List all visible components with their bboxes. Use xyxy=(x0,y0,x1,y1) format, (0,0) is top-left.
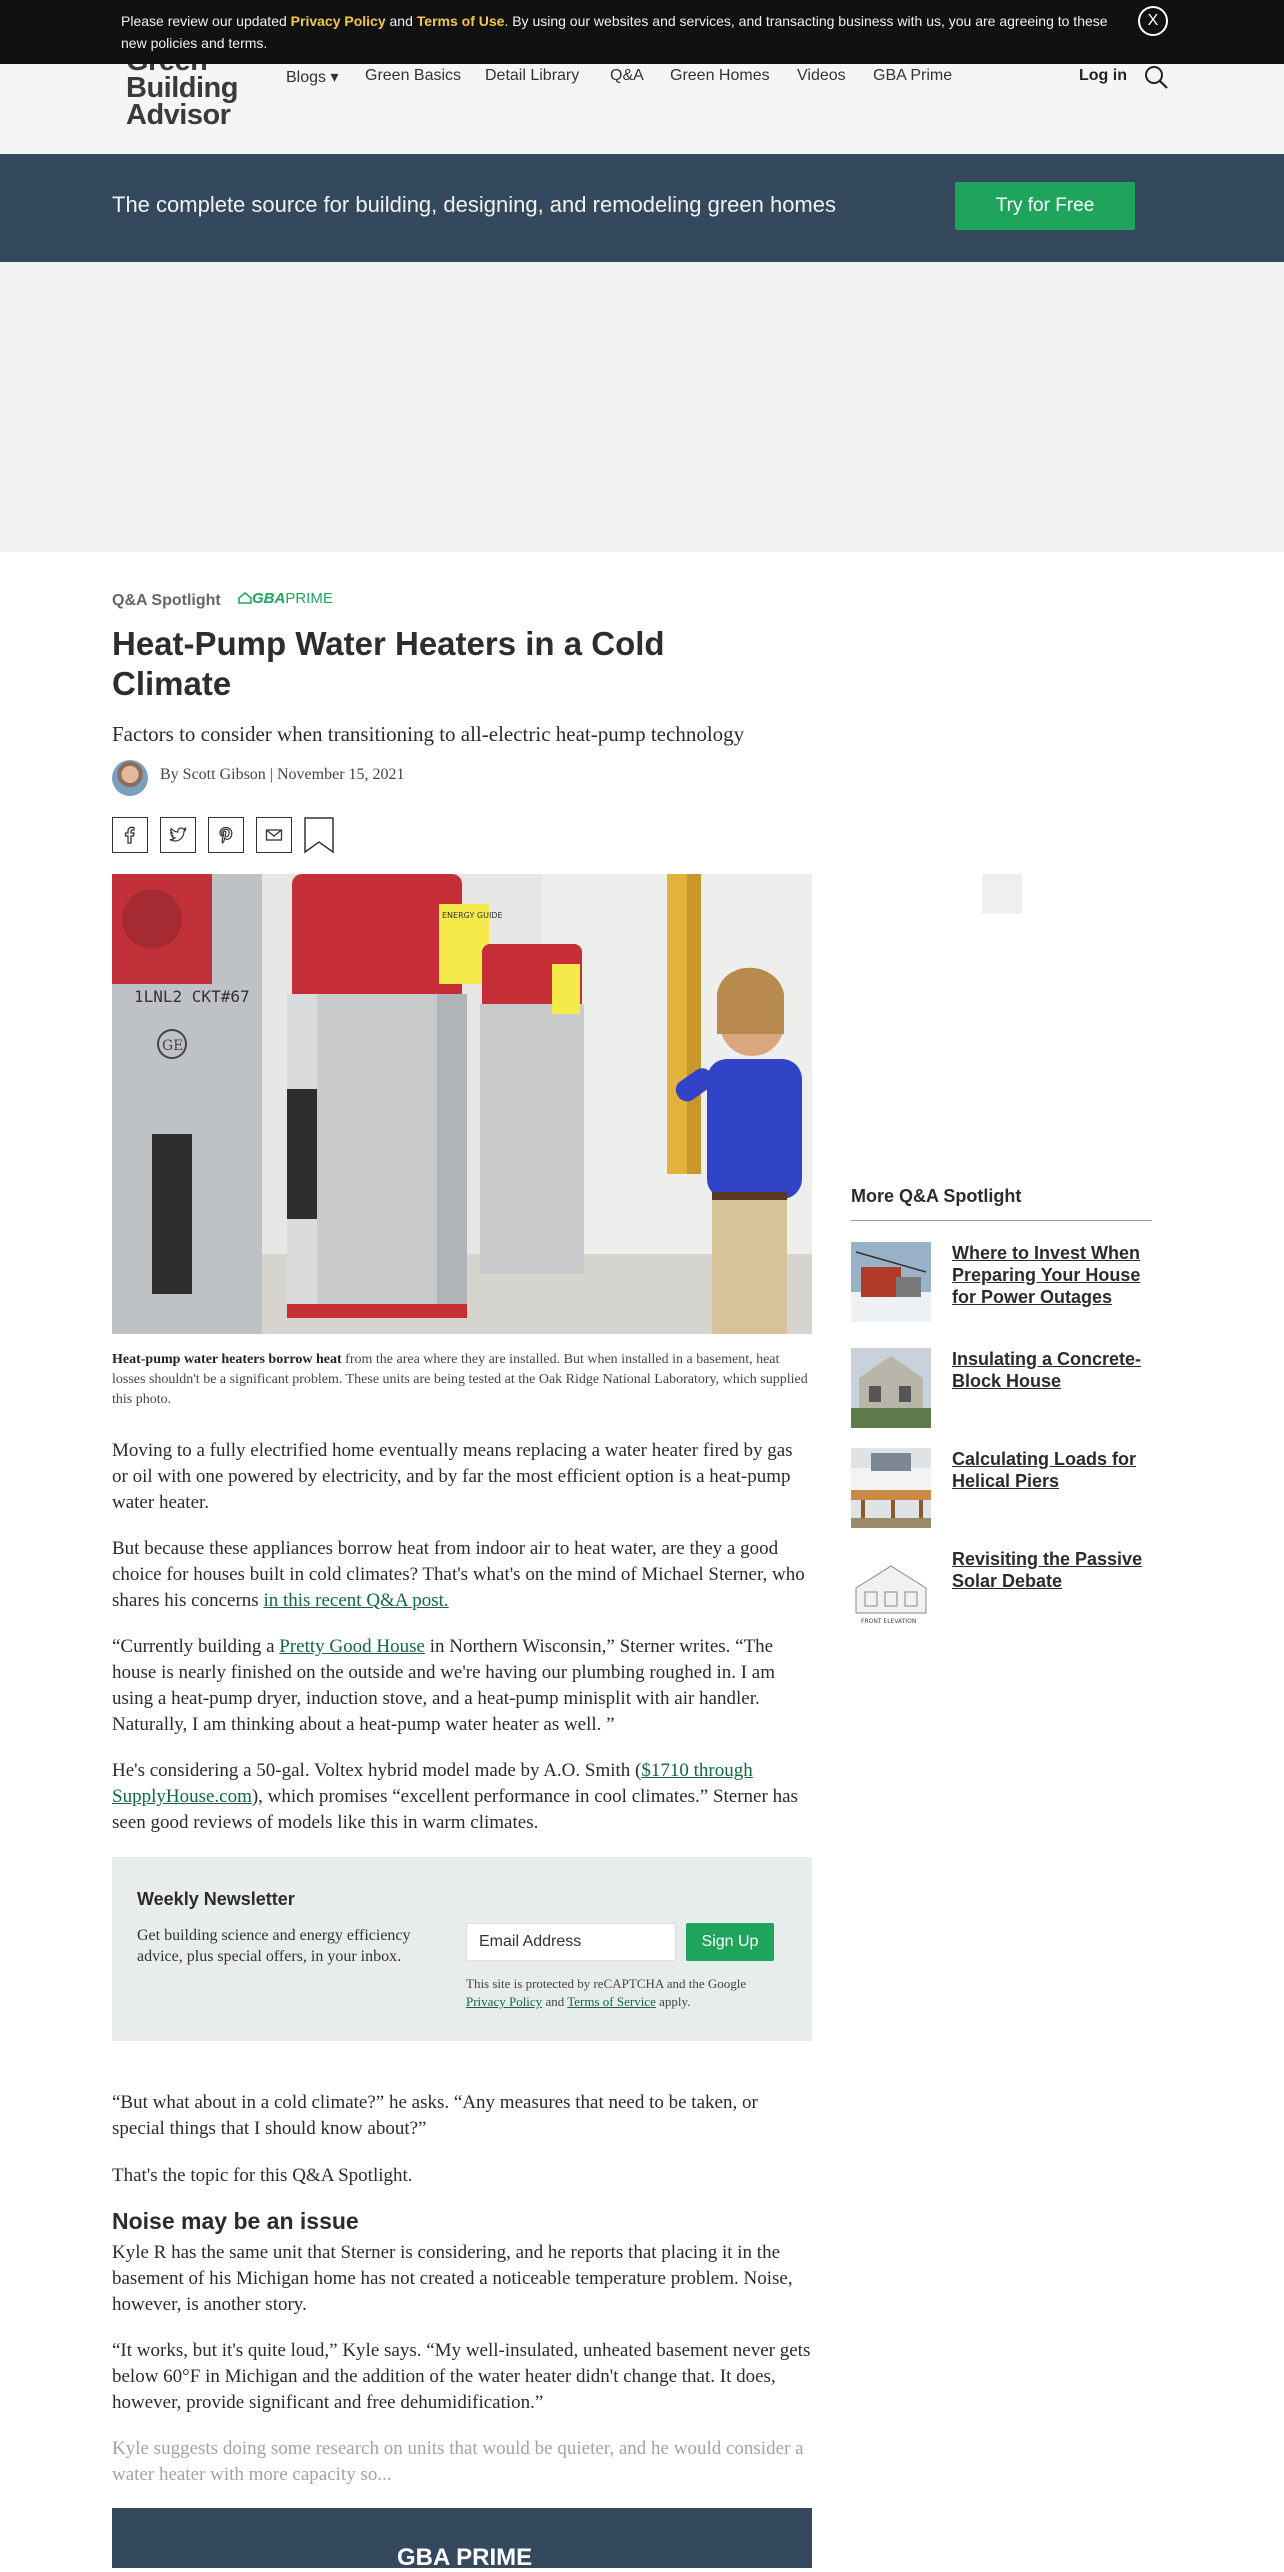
search-icon[interactable] xyxy=(1143,64,1169,90)
sidebar-link-concrete-block[interactable]: Insulating a Concrete-Block House xyxy=(952,1349,1142,1391)
cookie-banner xyxy=(0,0,1284,64)
qa-post-link[interactable]: in this recent Q&A post. xyxy=(263,1590,449,1611)
ad-placeholder xyxy=(0,262,1284,552)
sidebar-link-power-outages[interactable]: Where to Invest When Preparing Your House for Power Outages xyxy=(952,1243,1141,1307)
gba-prime-badge: GBAPRIME xyxy=(238,590,333,607)
article-paragraph-8: “It works, but it's quite loud,” Kyle says. “My well-insulated, unheated basement never gets below 60°F in Michigan and the addition of the water heater didn't change that. It does, however, provide significant and free dehumidification.” xyxy=(112,2340,811,2413)
article-paragraph-7: Kyle R has the same unit that Sterner is considering, and he reports that placing it in the basement of his Michigan home has not created a noticeable temperature problem. Noise, however, is another story. xyxy=(112,2242,793,2315)
recaptcha-notice: This site is protected by reCAPTCHA and the Google Privacy Policy and Terms of Service apply. xyxy=(466,1976,747,2009)
promo-banner xyxy=(0,154,1284,262)
article-byline: By Scott Gibson | November 15, 2021 xyxy=(160,766,405,783)
sidebar-item-power-outages[interactable] xyxy=(851,1242,1152,1322)
sign-up-button[interactable]: Sign Up xyxy=(686,1923,774,1961)
article-paragraph-4: He's considering a 50-gal. Voltex hybrid model made by A.O. Smith ($1710 through SupplyHouse.com), which promises “excellent performance in cool climates.” Sterner has seen good reviews of models like this in warm climates. xyxy=(112,1760,798,1833)
cookie-privacy-link[interactable]: Privacy Policy xyxy=(290,13,386,29)
thumbnail-passive-solar-drawing xyxy=(851,1548,931,1628)
category-label[interactable]: Q&A Spotlight xyxy=(112,592,221,609)
water-heaters-photo xyxy=(112,874,812,1334)
thumbnail-power-outage xyxy=(851,1242,931,1322)
banner-text: The complete source for building, designing, and remodeling green homes xyxy=(112,192,836,217)
login-link[interactable]: Log in xyxy=(1079,67,1127,84)
svg-text:FRONT ELEVATION: FRONT ELEVATION xyxy=(861,1618,917,1625)
share-twitter-button[interactable] xyxy=(160,817,196,853)
nav-item-detail-library[interactable]: Detail Library xyxy=(485,67,580,84)
article-paragraph-3: “Currently building a Pretty Good House in Northern Wisconsin,” Sterner writes. “The house is nearly finished on the outside and we're having our plumbing roughed in. I am using a heat-pump dryer, induction stove, and a heat-pump minisplit with air handler. Naturally, I am thinking about a heat-pump water heater as well. ” xyxy=(112,1636,776,1735)
sidebar-link-passive-solar[interactable]: Revisiting the Passive Solar Debate xyxy=(952,1549,1143,1591)
gba-prime-logo: GBA PRIME xyxy=(397,2544,533,2571)
newsletter-description: Get building science and energy efficiency advice, plus special offers, in your inbox. xyxy=(137,1927,411,1965)
share-email-button[interactable] xyxy=(256,817,292,853)
sidebar-item-concrete-block[interactable] xyxy=(851,1348,1152,1428)
sidebar-divider xyxy=(851,1220,1152,1221)
svg-text:1LNL2 CKT#67: 1LNL2 CKT#67 xyxy=(134,987,250,1006)
newsletter-title: Weekly Newsletter xyxy=(137,1889,295,1909)
nav-item-green-homes[interactable]: Green Homes xyxy=(670,67,770,84)
facebook-icon xyxy=(121,826,139,844)
sidebar-title: More Q&A Spotlight xyxy=(851,1186,1022,1206)
newsletter-signup xyxy=(112,1857,812,2041)
article-paragraph-9: Kyle suggests doing some research on units that would be quieter, and he would consider a water heater with more capacity so... xyxy=(112,2438,804,2485)
image-caption: Heat-pump water heaters borrow heat from the area where they are installed. But when installed in a basement, heat losses shouldn't be a significant problem. These units are being tested at the Oak Ridge National Laboratory, which supplied this photo. xyxy=(112,1352,808,1407)
nav-item-green-basics[interactable]: Green Basics xyxy=(365,67,462,84)
svg-text:GE: GE xyxy=(162,1038,184,1054)
nav-item-videos[interactable]: Videos xyxy=(797,67,846,84)
hero-image xyxy=(112,874,812,1334)
cookie-terms-link[interactable]: Terms of Use xyxy=(416,13,505,29)
pinterest-icon xyxy=(217,826,235,844)
article-subtitle: Factors to consider when transitioning to all-electric heat-pump technology xyxy=(112,722,745,746)
bookmark-icon xyxy=(304,817,334,853)
article-title: Heat-Pump Water Heaters in a Cold Climate xyxy=(112,625,665,702)
pretty-good-house-link[interactable]: Pretty Good House xyxy=(279,1636,425,1657)
site-header xyxy=(0,64,1284,154)
author-avatar xyxy=(112,760,148,796)
google-privacy-link[interactable]: Privacy Policy xyxy=(466,1994,543,2009)
site-logo[interactable]: Building Advisor xyxy=(126,72,238,131)
cookie-message: Please review our updated Privacy Policy and Terms of Use. By using our websites and services, and transacting business with us, you are agreeing to these new policies and terms. xyxy=(121,13,1108,51)
svg-text:ENERGY GUIDE: ENERGY GUIDE xyxy=(442,911,503,920)
sidebar-item-helical-piers[interactable] xyxy=(851,1448,1152,1528)
sidebar-link-helical-piers[interactable]: Calculating Loads for Helical Piers xyxy=(952,1449,1137,1491)
article-paragraph-6: That's the topic for this Q&A Spotlight. xyxy=(112,2165,413,2186)
share-facebook-button[interactable] xyxy=(112,817,148,853)
share-pinterest-button[interactable] xyxy=(208,817,244,853)
article-paragraph-5: “But what about in a cold climate?” he asks. “Any measures that need to be taken, or special things that I should know about?” xyxy=(112,2092,758,2139)
google-terms-link[interactable]: Terms of Service xyxy=(567,1994,656,2009)
article-paragraph-1: Moving to a fully electrified home eventually means replacing a water heater fired by gas or oil with one powered by electricity, and by far the most efficient option is a heat-pump water heater. xyxy=(112,1440,793,1513)
twitter-icon xyxy=(169,826,187,844)
bookmark-button[interactable] xyxy=(304,817,334,853)
nav-item-gba-prime[interactable]: GBA Prime xyxy=(873,67,953,84)
house-icon xyxy=(238,592,252,604)
section-heading: Noise may be an issue xyxy=(112,2208,359,2234)
article-paragraph-2: But because these appliances borrow heat from indoor air to heat water, are they a good choice for houses built in cold climates? That's what's on the mind of Michael Sterner, who shares his concerns in this recent Q&A post. xyxy=(112,1538,805,1611)
sidebar-ad-placeholder xyxy=(982,874,1022,914)
sidebar-item-passive-solar[interactable] xyxy=(851,1548,1152,1628)
supplyhouse-link[interactable]: $1710 through SupplyHouse.com xyxy=(112,1760,753,1807)
prime-paywall-banner xyxy=(112,2508,812,2571)
email-icon xyxy=(265,826,283,844)
thumbnail-concrete-block-house xyxy=(851,1348,931,1428)
nav-item-blogs[interactable]: Blogs ▾ xyxy=(286,69,339,86)
nav-item-qa[interactable]: Q&A xyxy=(610,67,644,84)
email-input[interactable]: Email Address xyxy=(466,1923,676,1961)
try-for-free-button[interactable]: Try for Free xyxy=(955,182,1135,230)
cookie-close-button[interactable]: X xyxy=(1138,6,1168,36)
thumbnail-helical-piers xyxy=(851,1448,931,1528)
